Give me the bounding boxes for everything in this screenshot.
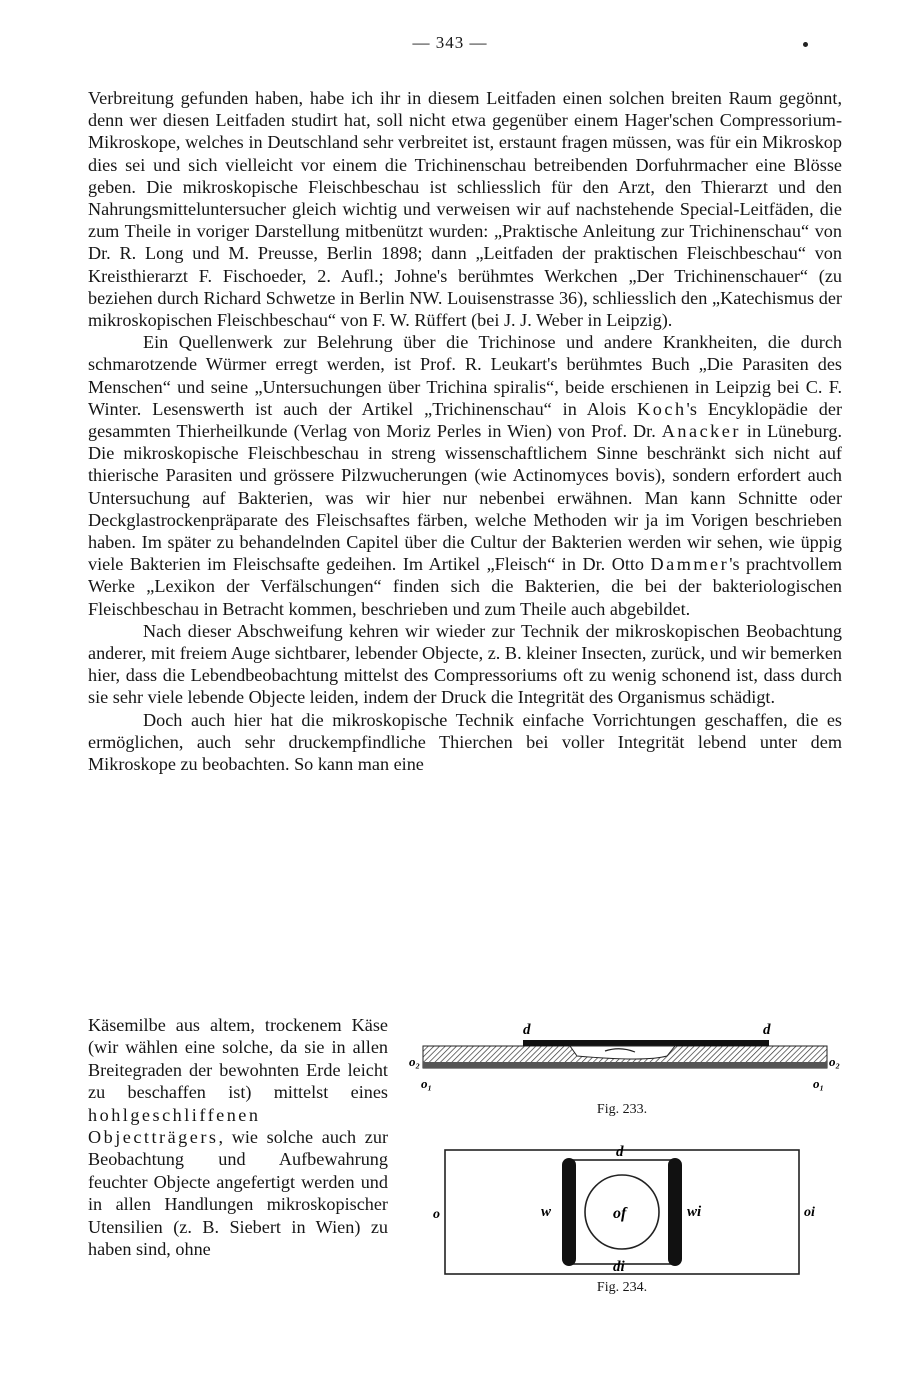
main-text [88, 87, 842, 775]
paragraph-4: Doch auch hier hat die mikroskopische Technik einfache Vorrichtungen geschaffen, die es ermöglichen, auch sehr druckempfindliche Thierchen bei voller Integrität lebend unter dem Mikroskope zu beobachten. So kann man eine [88, 709, 842, 775]
fig234-label-di: di [613, 1259, 625, 1275]
paragraph-2 [88, 331, 842, 620]
ink-speck [803, 42, 808, 47]
paragraph-4-continuation [88, 1014, 388, 1260]
paragraph-1: Verbreitung gefunden haben, habe ich ihr in diesem Leitfaden einen solchen breiten Raum gegönnt, denn wer diesen Leitfaden studirt hat, soll nicht etwa gegenüber einem Hager'schen Compressorium-Mikroskope, welches in Deutschland sehr verbreitet ist, erstaunt fragen müssen, was für ein Mikroskop dies sei und sich vielleicht vor einem die Trichinenschau betreibenden Dorfuhrmacher eine Blösse geben. Die mikroskopische Fleischbeschau ist schliesslich für den Arzt, den Thierarzt und den Nahrungsmitteluntersucher gleich wichtig und verweisen wir auf nachstehende Special-Leitfäden, die zum Theile in voriger Darstellung mitbenützt wurden: „Praktische Anleitung zur Trichinenschau“ von Dr. R. Long und M. Preusse, Berlin 1898; dann „Leitfaden der praktischen Fleischbeschau“ von Kreisthierarzt F. Fischoeder, 2. Aufl.; Johne's berühmtes Werkchen „Der Trichinenschauer“ (zu beziehen durch Richard Schwetze in Berlin NW. Louisenstrasse 36), schliesslich den „Katechismus der mikroskopischen Fleischbeschau“ von F. W. Rüffert (bei J. J. Weber in Leipzig). [88, 88, 842, 331]
wall-right [668, 1158, 682, 1266]
fig234-label-o: o [433, 1207, 440, 1222]
fig234-label-wi: wi [687, 1204, 702, 1220]
paragraph-4-wrap-b: , wie solche auch zur Beobachtung und Aufbewahrung feuchter Objecte angefertigt werden und in allen Handlungen mikroskopischer Utensilien (z. B. Siebert in Wien) zu haben sind, ohne [88, 1127, 388, 1260]
paragraph-3: Nach dieser Abschweifung kehren wir wieder zur Technik der mikroskopischen Beobachtung anderer, mit freiem Auge sichtbarer, lebender Objecte, z. B. kleiner Insecten, zurück, und wir bemerken hier, dass die Lebendbeobachtung mittelst des Compressoriums oft zu wenig schonend ist, dass durch sie sehr viele lebende Objecte leiden, indem der Druck die Integrität des Organismus schädigt. [88, 620, 842, 708]
fig234-label-of: of [613, 1205, 627, 1222]
name-anacker: Anacker [661, 421, 741, 442]
fig234-label-d: d [616, 1144, 624, 1160]
fig234-label-w: w [541, 1204, 552, 1220]
slide-lower-band [423, 1062, 827, 1068]
paragraph-2-part-b: 's Encyklopädie der gesammten Thierheilkunde (Verlag von Moriz Perles in Wien) von Prof. Dr. [88, 398, 843, 442]
fig234-label-oi: oi [804, 1205, 815, 1220]
fig233-label-d-left: d [523, 1022, 531, 1038]
fig233-label-o1-right: o₁ [813, 1076, 825, 1091]
fig233-label-o2-right: o₂ [829, 1054, 841, 1069]
name-dammer: Dammer [650, 554, 730, 575]
spaced-term-objectträger: hohlgeschliffenen Objectträgers [88, 1104, 261, 1148]
wall-left [562, 1158, 576, 1266]
hollow-cavity [570, 1046, 675, 1059]
paragraph-2-part-d: 's prachtvollem Werke „Lexikon der Verfälschungen“ finden sich die Bakterien, die bei der bakteriologischen Fleischbeschau in Betracht kommen, beschrieben und zum Theile auch abgebildet. [88, 554, 843, 619]
name-koch: Koch [637, 398, 687, 419]
fig233-label-d-right: d [763, 1022, 771, 1038]
figure-234-diagram [425, 1138, 835, 1286]
fig233-caption: Fig. 233. [596, 1102, 648, 1117]
paragraph-2-part-a: Ein Quellenwerk zur Belehrung über die Trichinose und andere Krankheiten, die durch schmarotzende Würmer erregt werden, ist Prof. R. Leukart's berühmtes Buch „Die Parasiten des Menschen“ und seine „Untersuchungen über Trichina spiralis“, beide erschienen in Leipzig bei C. F. Winter. Lesenswerth ist auch der Artikel „Trichinenschau“ in Alois [88, 332, 842, 419]
page-number: — 343 — [412, 33, 488, 52]
figure-233-diagram [405, 1018, 845, 1100]
fig233-label-o2-left: o₂ [409, 1054, 421, 1069]
fig234-caption: Fig. 234. [596, 1280, 648, 1295]
paragraph-2-part-c: in Lüneburg. Die mikroskopische Fleischbeschau in streng wissenschaftlichem Sinne beschränkt sich nicht auf thierische Parasiten und grössere Pilzwucherungen (wie Actinomyces bovis), sondern erfordert auch Untersuchung auf Bakterien, was wir hier nur nebenbei erwähnen. Man kann Schnitte oder Deckglastrockenpräparate des Fleischsaftes färben, welche Methoden wir ja im Vorigen beschrieben haben. Im später zu behandelnden Capitel über die Cultur der Bakterien werden wir sehen, wie üppig viele Bakterien im Fleischsafte gedeihen. Im Artikel „Fleisch“ in Dr. Otto [88, 421, 843, 575]
fig233-label-o1-left: o₁ [421, 1076, 433, 1091]
paragraph-4-wrap-a: Käsemilbe aus altem, trockenem Käse (wir wählen eine solche, da sie in allen Breitegraden der bewohnten Erde leicht zu beschaffen ist) mittelst eines [88, 1015, 388, 1103]
cover-glass [523, 1040, 769, 1046]
